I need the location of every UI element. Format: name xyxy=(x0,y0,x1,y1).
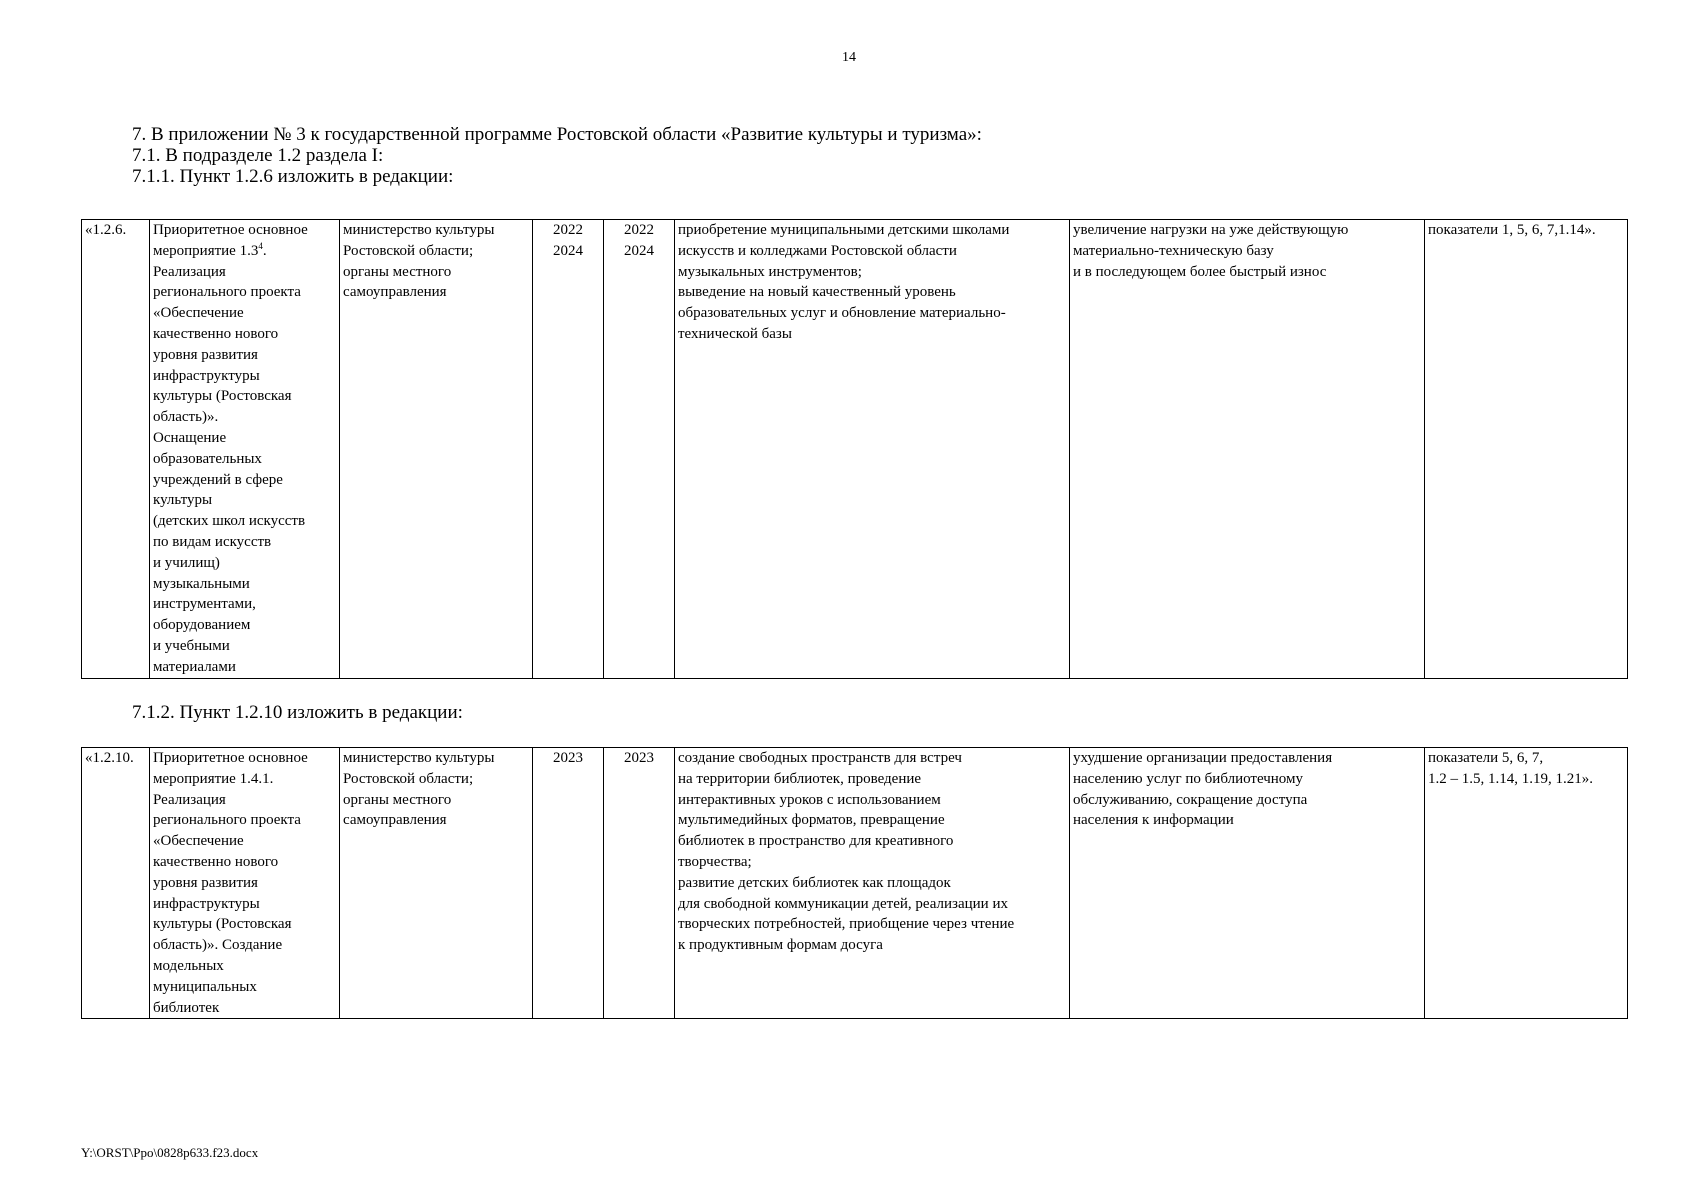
start-year-cell: 2023 xyxy=(533,748,604,1019)
intro-line-3: 7.1.1. Пункт 1.2.6 изложить в редакции: xyxy=(132,166,454,187)
event-name-line: (детских школ искусств xyxy=(153,513,306,530)
event-name-line: «Обеспечение xyxy=(153,833,244,850)
item-number: «1.2.10. xyxy=(82,748,150,1019)
event-name-line: Приоритетное основное xyxy=(153,750,308,766)
event-name-line: мероприятие 1.4.1. xyxy=(153,770,274,787)
event-name-line: культуры (Ростовская xyxy=(153,916,292,933)
event-name-line: область)». Создание xyxy=(153,937,283,954)
event-name-line: материалами xyxy=(153,658,236,675)
event-name-line: Приоритетное основное xyxy=(153,222,308,238)
event-name-line: «Обеспечение xyxy=(153,305,244,322)
indicators-cell: показатели 1, 5, 6, 7,1.14». xyxy=(1425,220,1628,679)
intro-line-2: 7.1. В подразделе 1.2 раздела I: xyxy=(132,145,384,166)
event-name-line: оборудованием xyxy=(153,617,251,634)
event-name-cell xyxy=(150,220,340,679)
event-name-line: инфраструктуры xyxy=(153,895,260,912)
event-name-line: регионального проекта xyxy=(153,284,301,301)
footnote-marker: 4 xyxy=(258,240,263,251)
event-name-line: мероприятие $1.3^4$. xyxy=(153,240,267,259)
item-number: «1.2.6. xyxy=(82,220,150,679)
event-name-line: музыкальными xyxy=(153,575,250,592)
consequence-cell: увеличение нагрузки на уже действующую материально-техническую базу и в последующем более быстрый износ xyxy=(1070,220,1425,679)
table-item-1-2-6 xyxy=(81,219,1628,679)
event-name-line: инструментами, xyxy=(153,596,256,613)
event-name-line: модельных xyxy=(153,957,224,974)
table-row xyxy=(82,220,1628,679)
event-name-line: качественно нового xyxy=(153,853,279,870)
event-name-cell xyxy=(150,748,340,1019)
executor-cell: министерство культуры Ростовской области; органы местного самоуправления xyxy=(340,220,533,679)
table-row xyxy=(82,748,1628,1019)
event-name-line: уровня развития xyxy=(153,874,258,891)
event-name-line: и учебными xyxy=(153,637,230,654)
event-name-line: учреждений в сфере xyxy=(153,471,283,488)
event-name-line: Реализация xyxy=(153,791,226,808)
indicators-cell: показатели 5, 6, 7, 1.2 – 1.5, 1.14, 1.19, 1.21». xyxy=(1425,748,1628,1019)
event-name-line: муниципальных xyxy=(153,978,257,995)
event-name-line: качественно нового xyxy=(153,325,279,342)
event-name-line: культуры (Ростовская xyxy=(153,388,292,405)
event-name-line: Оснащение xyxy=(153,429,227,446)
consequence-cell: ухудшение организации предоставления населению услуг по библиотечному обслуживанию, сокращение доступа населения к информации xyxy=(1070,748,1425,1019)
event-name-line: область)». xyxy=(153,409,219,426)
expected-result-cell: создание свободных пространств для встреч на территории библиотек, проведение интерактивных уроков с использованием мультимедийных форматов, превращение библиотек в пространство для креативного творчества; развитие детских библиотек как площадок для свободной коммуникации детей, реализации их творческих потребностей, приобщение через чтение к продуктивным формам досуга xyxy=(675,748,1070,1019)
page-number: 14 xyxy=(842,50,856,65)
start-year-cell: 2022 2024 xyxy=(533,220,604,679)
intro-line-1: 7. В приложении № 3 к государственной программе Ростовской области «Развитие культуры и туризма»: xyxy=(132,124,982,145)
expected-result-cell: приобретение муниципальными детскими школами искусств и колледжами Ростовской области музыкальных инструментов; выведение на новый качественный уровень образовательных услуг и обновление материально- технической базы xyxy=(675,220,1070,679)
event-name-line: и училищ) xyxy=(153,554,220,571)
event-name-line: инфраструктуры xyxy=(153,367,260,384)
event-name-line: по видам искусств xyxy=(153,533,272,550)
table-item-1-2-10 xyxy=(81,747,1628,1019)
file-path-footer: Y:\ORST\Ppo\0828p633.f23.docx xyxy=(81,1145,259,1160)
event-name-line: регионального проекта xyxy=(153,812,301,829)
end-year-cell: 2022 2024 xyxy=(604,220,675,679)
event-name-line: уровня развития xyxy=(153,346,258,363)
intro-text xyxy=(132,124,982,187)
end-year-cell: 2023 xyxy=(604,748,675,1019)
subheading: 7.1.2. Пункт 1.2.10 изложить в редакции: xyxy=(132,702,463,723)
executor-cell: министерство культуры Ростовской области; органы местного самоуправления xyxy=(340,748,533,1019)
event-name-line: образовательных xyxy=(153,450,262,467)
event-name-line: библиотек xyxy=(153,999,220,1016)
event-name-line: Реализация xyxy=(153,263,226,280)
event-name-line: культуры xyxy=(153,492,213,509)
